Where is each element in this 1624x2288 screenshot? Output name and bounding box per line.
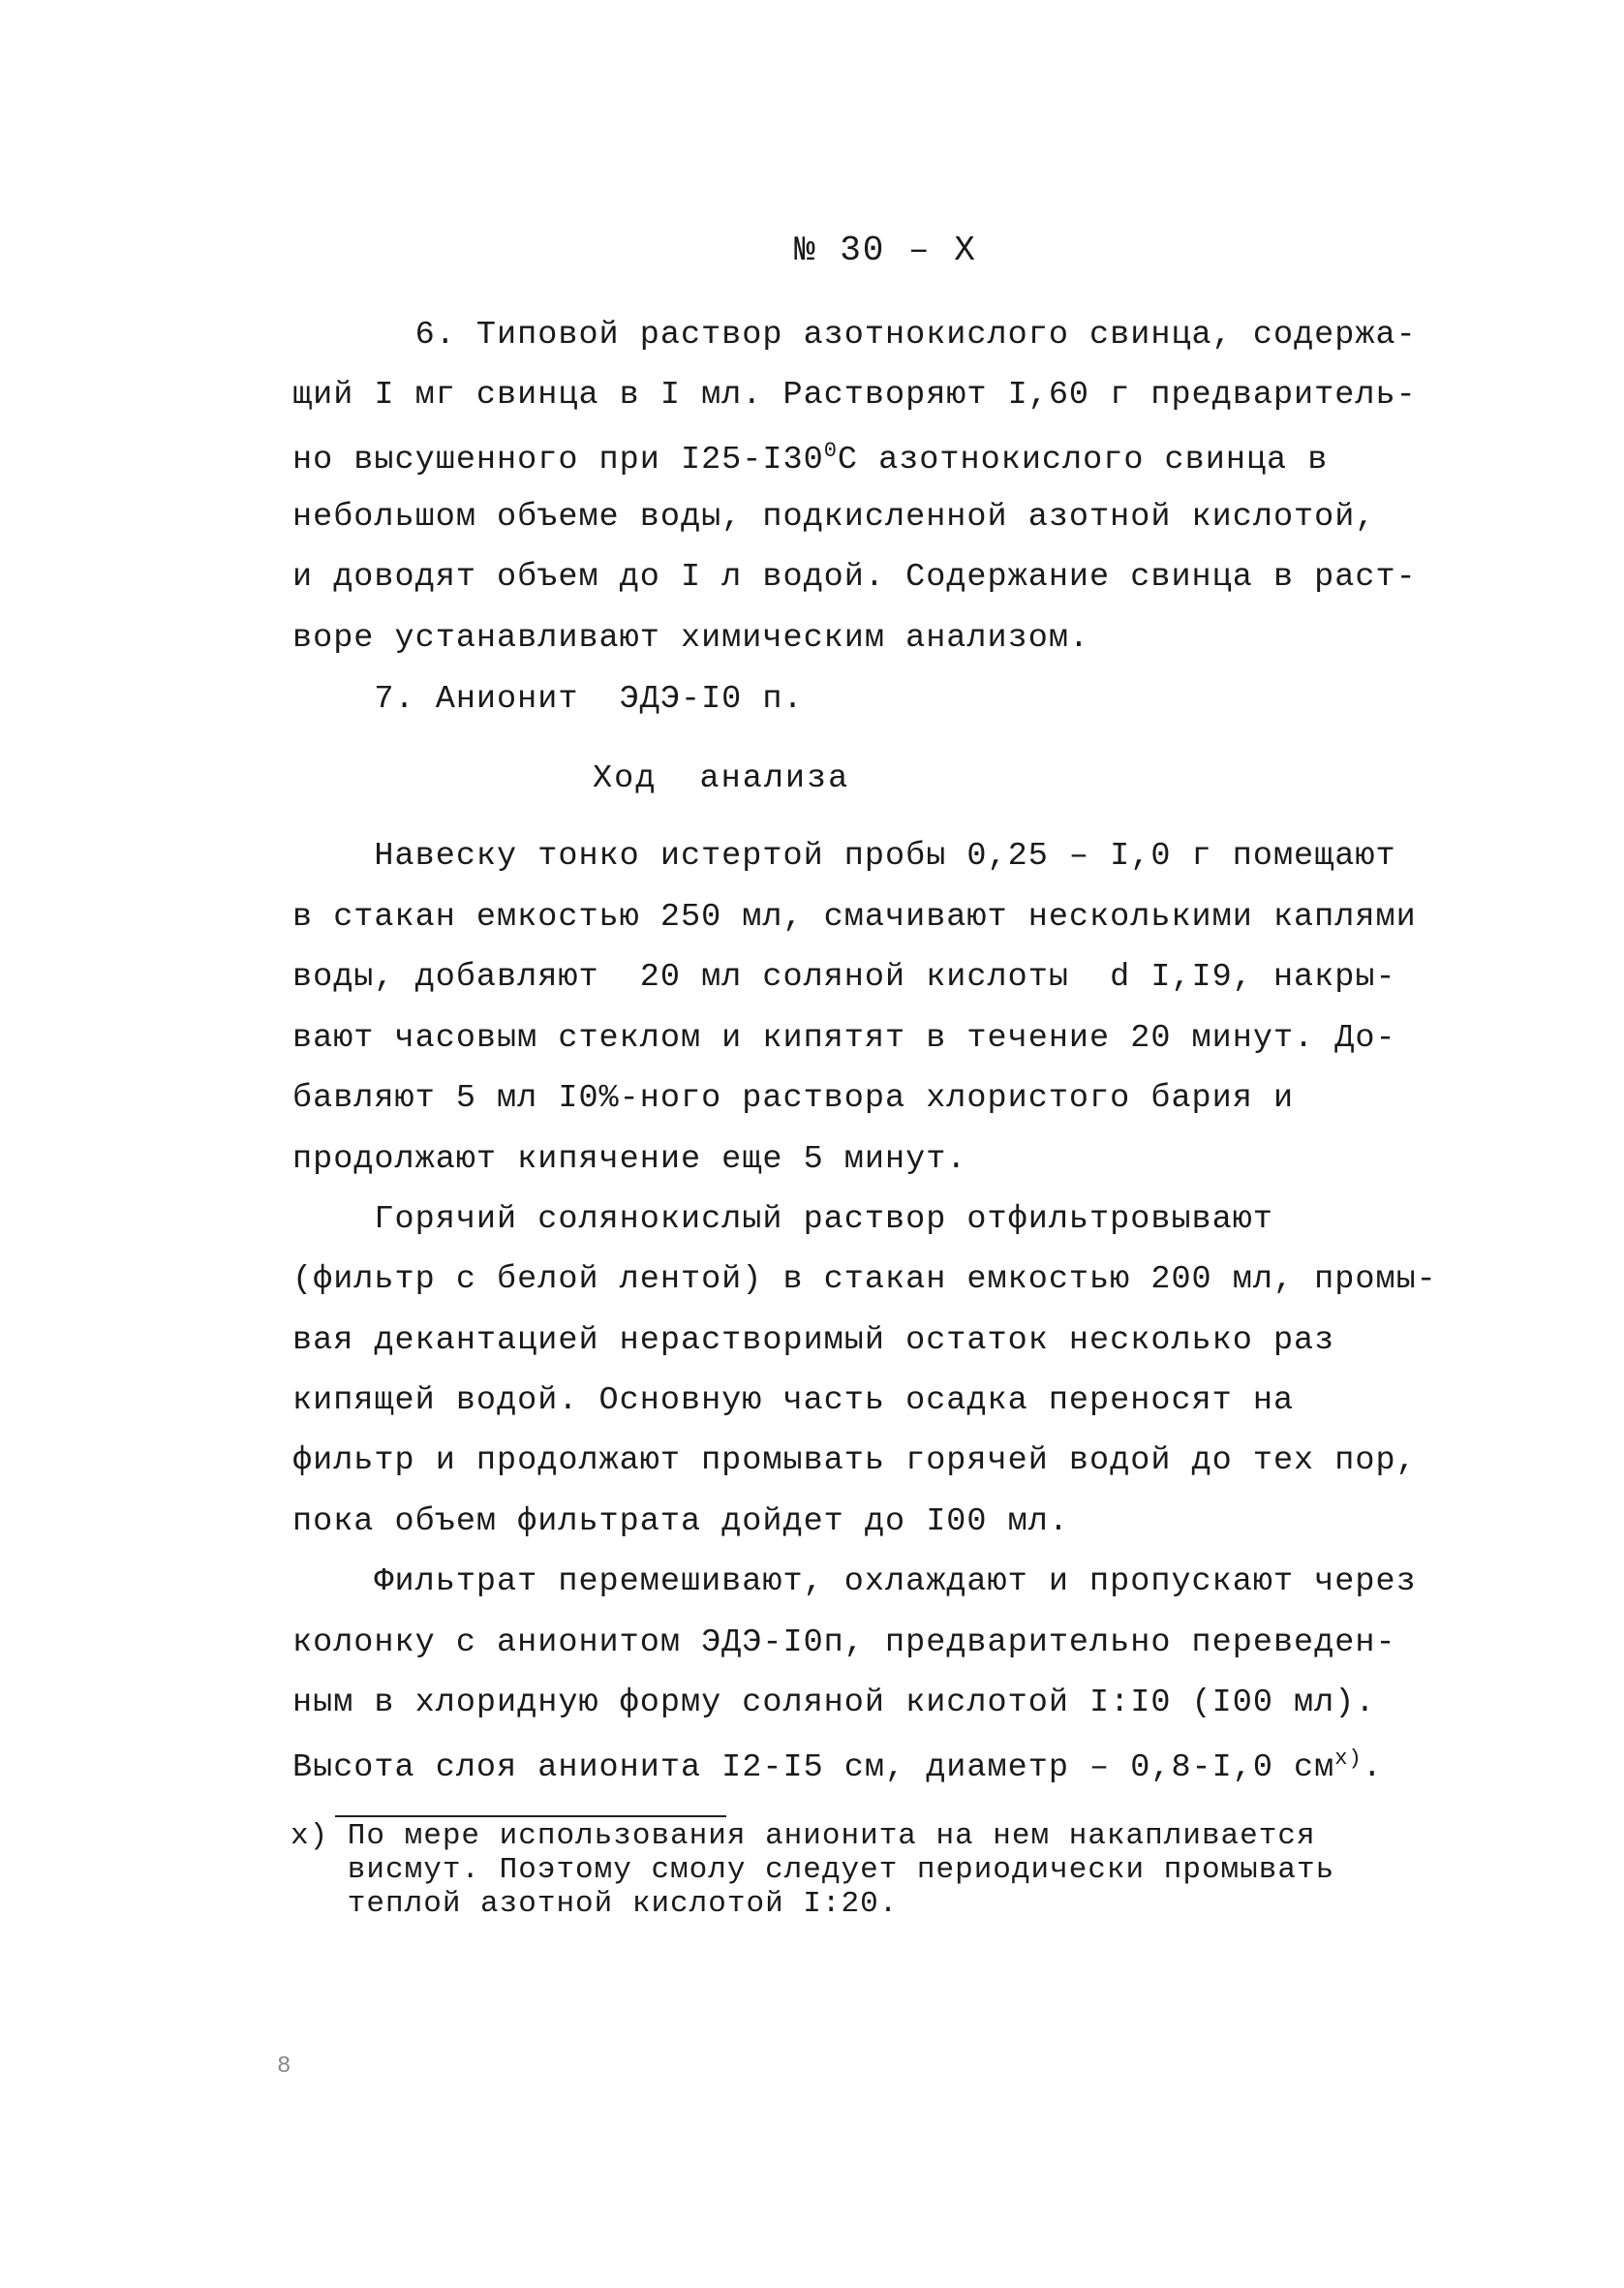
superscript: 0 xyxy=(823,439,838,463)
body-line-text: С азотнокислого свинца в xyxy=(837,442,1329,479)
body-line: небольшом объеме воды, подкисленной азотной кислотой, xyxy=(292,499,1376,536)
body-line-text: . xyxy=(1362,1749,1383,1786)
document-number: № 30 – X xyxy=(794,231,977,270)
body-line: Фильтрат перемешивают, охлаждают и пропускают через xyxy=(292,1563,1417,1600)
body-line: воды, добавляют 20 мл соляной кислоты d I,I9, накры- xyxy=(292,959,1396,996)
body-line: в стакан емкостью 250 мл, смачивают несколькими каплями xyxy=(292,899,1417,936)
footnote-divider xyxy=(335,1815,726,1817)
footnote-line: висмут. Поэтому смолу следует периодически промывать xyxy=(291,1853,1335,1887)
page-number: 8 xyxy=(277,2054,291,2080)
body-line: пока объем фильтрата дойдет до I00 мл. xyxy=(292,1503,1069,1540)
footnote-marker: х) xyxy=(1334,1747,1363,1771)
body-line: 7. Анионит ЭДЭ-I0 п. xyxy=(292,681,804,718)
body-line: кипящей водой. Основную часть осадка переносят на xyxy=(292,1382,1295,1419)
body-line: щий I мг свинца в I мл. Растворяют I,60 г предваритель- xyxy=(292,377,1417,414)
body-line: и доводят объем до I л водой. Содержание свинца в раст- xyxy=(292,559,1417,596)
body-line: 6. Типовой раствор азотнокислого свинца, содержа- xyxy=(292,317,1417,354)
body-line: (фильтр с белой лентой) в стакан емкостью 200 мл, промы- xyxy=(292,1261,1437,1298)
body-line: воре устанавливают химическим анализом. xyxy=(292,620,1090,657)
body-line: Навеску тонко истертой пробы 0,25 – I,0 г помещают xyxy=(292,838,1396,875)
body-line: ным в хлоридную форму соляной кислотой I:I0 (I00 мл). xyxy=(292,1685,1376,1721)
body-line: бавляют 5 мл I0%-ного раствора хлористого бария и xyxy=(292,1080,1295,1117)
body-line: фильтр и продолжают промывать горячей водой до тех пор, xyxy=(292,1442,1417,1479)
footnote-line: х) По мере использования анионита на нем накапливается xyxy=(291,1819,1316,1853)
footnote-line: теплой азотной кислотой I:20. xyxy=(291,1887,899,1921)
body-line: вая декантацией нерастворимый остаток несколько раз xyxy=(292,1322,1335,1359)
body-line: вают часовым стеклом и кипятят в течение 20 минут. До- xyxy=(292,1020,1396,1057)
body-line xyxy=(292,441,1328,478)
body-line: продолжают кипячение еще 5 минут. xyxy=(292,1141,967,1178)
body-line-text: но высушенного при I25-I30 xyxy=(292,442,824,479)
body-line xyxy=(292,1748,1383,1785)
body-line: колонку с анионитом ЭДЭ-I0п, предварительно переведен- xyxy=(292,1624,1396,1661)
body-line: Горячий солянокислый раствор отфильтровывают xyxy=(292,1201,1273,1238)
body-line-text: Высота слоя анионита I2-I5 см, диаметр – 0,8-I,0 см xyxy=(292,1749,1335,1786)
section-heading: Ход анализа xyxy=(593,760,850,797)
